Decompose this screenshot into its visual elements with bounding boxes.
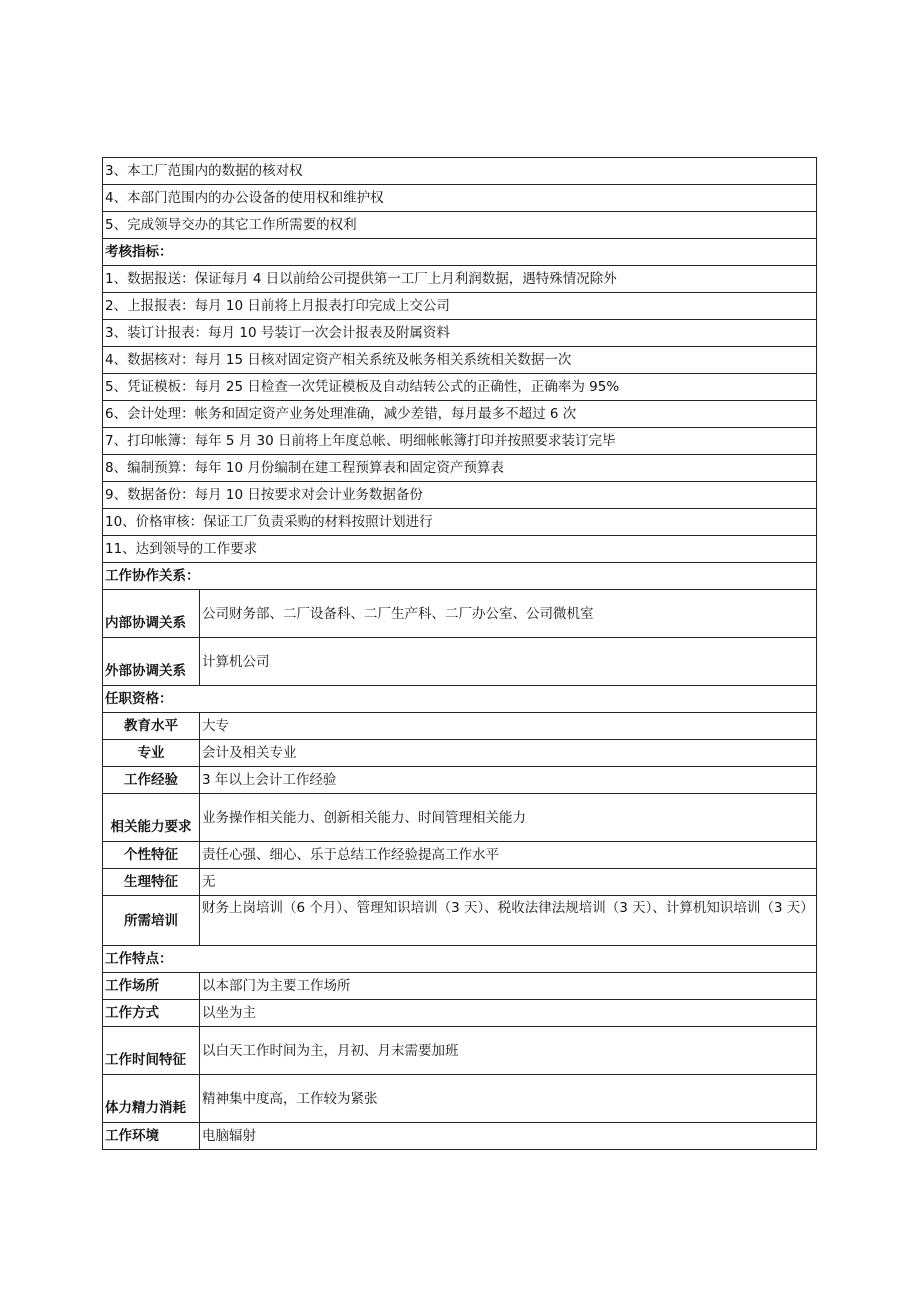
kpi-row — [103, 455, 817, 482]
qualification-row — [103, 869, 817, 896]
external-relations-label: 外部协调关系 — [103, 638, 200, 686]
kpi-item: 10、价格审核：保证工厂负责采购的材料按照计划进行 — [103, 509, 817, 536]
kpi-row — [103, 293, 817, 320]
work-features-header-row — [103, 946, 817, 973]
qualification-row — [103, 842, 817, 869]
kpi-item: 1、数据报送：保证每月 4 日以前给公司提供第一工厂上月利润数据，遇特殊情况除外 — [103, 266, 817, 293]
qualification-label: 教育水平 — [103, 713, 200, 740]
qualification-value: 责任心强、细心、乐于总结工作经验提高工作水平 — [200, 842, 817, 869]
qualification-label: 个性特征 — [103, 842, 200, 869]
qualification-value: 无 — [200, 869, 817, 896]
rights-row — [103, 185, 817, 212]
qualification-value: 3 年以上会计工作经验 — [200, 767, 817, 794]
work-features-section-title: 工作特点： — [103, 946, 817, 973]
rights-item: 5、完成领导交办的其它工作所需要的权利 — [103, 212, 817, 239]
internal-relations-row — [103, 590, 817, 638]
kpi-row — [103, 509, 817, 536]
work-feature-row — [103, 1075, 817, 1123]
kpi-item: 2、上报报表：每月 10 日前将上月报表打印完成上交公司 — [103, 293, 817, 320]
kpi-header-row — [103, 239, 817, 266]
qualification-row — [103, 713, 817, 740]
work-feature-row — [103, 1123, 817, 1150]
qualification-label: 专业 — [103, 740, 200, 767]
job-description-table — [102, 157, 817, 1150]
work-feature-label: 工作时间特征 — [103, 1027, 200, 1075]
kpi-item: 3、装订计报表：每月 10 号装订一次会计报表及附属资料 — [103, 320, 817, 347]
qualification-value: 会计及相关专业 — [200, 740, 817, 767]
kpi-row — [103, 266, 817, 293]
qualification-row — [103, 794, 817, 842]
qualification-label: 所需培训 — [103, 896, 200, 946]
relations-section-title: 工作协作关系： — [103, 563, 817, 590]
work-feature-value: 以白天工作时间为主，月初、月末需要加班 — [200, 1027, 817, 1075]
work-feature-row — [103, 973, 817, 1000]
kpi-row — [103, 482, 817, 509]
kpi-item: 7、打印帐簿：每年 5 月 30 日前将上年度总帐、明细帐帐簿打印并按照要求装订完毕 — [103, 428, 817, 455]
work-feature-label: 工作方式 — [103, 1000, 200, 1027]
kpi-item: 5、凭证模板：每月 25 日检查一次凭证模板及自动结转公式的正确性，正确率为 95% — [103, 374, 817, 401]
qualification-value: 业务操作相关能力、创新相关能力、时间管理相关能力 — [200, 794, 817, 842]
work-feature-value: 电脑辐射 — [200, 1123, 817, 1150]
qualification-label: 相关能力要求 — [103, 794, 200, 842]
kpi-section-title: 考核指标： — [103, 239, 817, 266]
kpi-row — [103, 536, 817, 563]
kpi-item: 11、达到领导的工作要求 — [103, 536, 817, 563]
work-feature-label: 体力精力消耗 — [103, 1075, 200, 1123]
kpi-item: 9、数据备份：每月 10 日按要求对会计业务数据备份 — [103, 482, 817, 509]
work-feature-value: 以本部门为主要工作场所 — [200, 973, 817, 1000]
internal-relations-value: 公司财务部、二厂设备科、二厂生产科、二厂办公室、公司微机室 — [200, 590, 817, 638]
qualification-row — [103, 896, 817, 946]
qualification-row — [103, 740, 817, 767]
kpi-row — [103, 347, 817, 374]
rights-item: 4、本部门范围内的办公设备的使用权和维护权 — [103, 185, 817, 212]
kpi-row — [103, 401, 817, 428]
relations-header-row — [103, 563, 817, 590]
external-relations-row — [103, 638, 817, 686]
kpi-row — [103, 374, 817, 401]
external-relations-value: 计算机公司 — [200, 638, 817, 686]
work-feature-value: 以坐为主 — [200, 1000, 817, 1027]
rights-row — [103, 212, 817, 239]
qualification-value: 大专 — [200, 713, 817, 740]
kpi-row — [103, 428, 817, 455]
rights-item: 3、本工厂范围内的数据的核对权 — [103, 158, 817, 185]
kpi-row — [103, 320, 817, 347]
qualification-value: 财务上岗培训（6 个月）、管理知识培训（3 天）、税收法律法规培训（3 天）、计算机知识培训（3 天） — [200, 896, 817, 946]
work-feature-value: 精神集中度高，工作较为紧张 — [200, 1075, 817, 1123]
work-feature-label: 工作场所 — [103, 973, 200, 1000]
rights-row — [103, 158, 817, 185]
qualification-label: 生理特征 — [103, 869, 200, 896]
qualification-row — [103, 767, 817, 794]
qualifications-header-row — [103, 686, 817, 713]
kpi-item: 6、会计处理：帐务和固定资产业务处理准确，减少差错，每月最多不超过 6 次 — [103, 401, 817, 428]
internal-relations-label: 内部协调关系 — [103, 590, 200, 638]
work-feature-row — [103, 1000, 817, 1027]
work-feature-label: 工作环境 — [103, 1123, 200, 1150]
work-feature-row — [103, 1027, 817, 1075]
kpi-item: 8、编制预算：每年 10 月份编制在建工程预算表和固定资产预算表 — [103, 455, 817, 482]
qualifications-section-title: 任职资格： — [103, 686, 817, 713]
qualification-label: 工作经验 — [103, 767, 200, 794]
kpi-item: 4、数据核对：每月 15 日核对固定资产相关系统及帐务相关系统相关数据一次 — [103, 347, 817, 374]
